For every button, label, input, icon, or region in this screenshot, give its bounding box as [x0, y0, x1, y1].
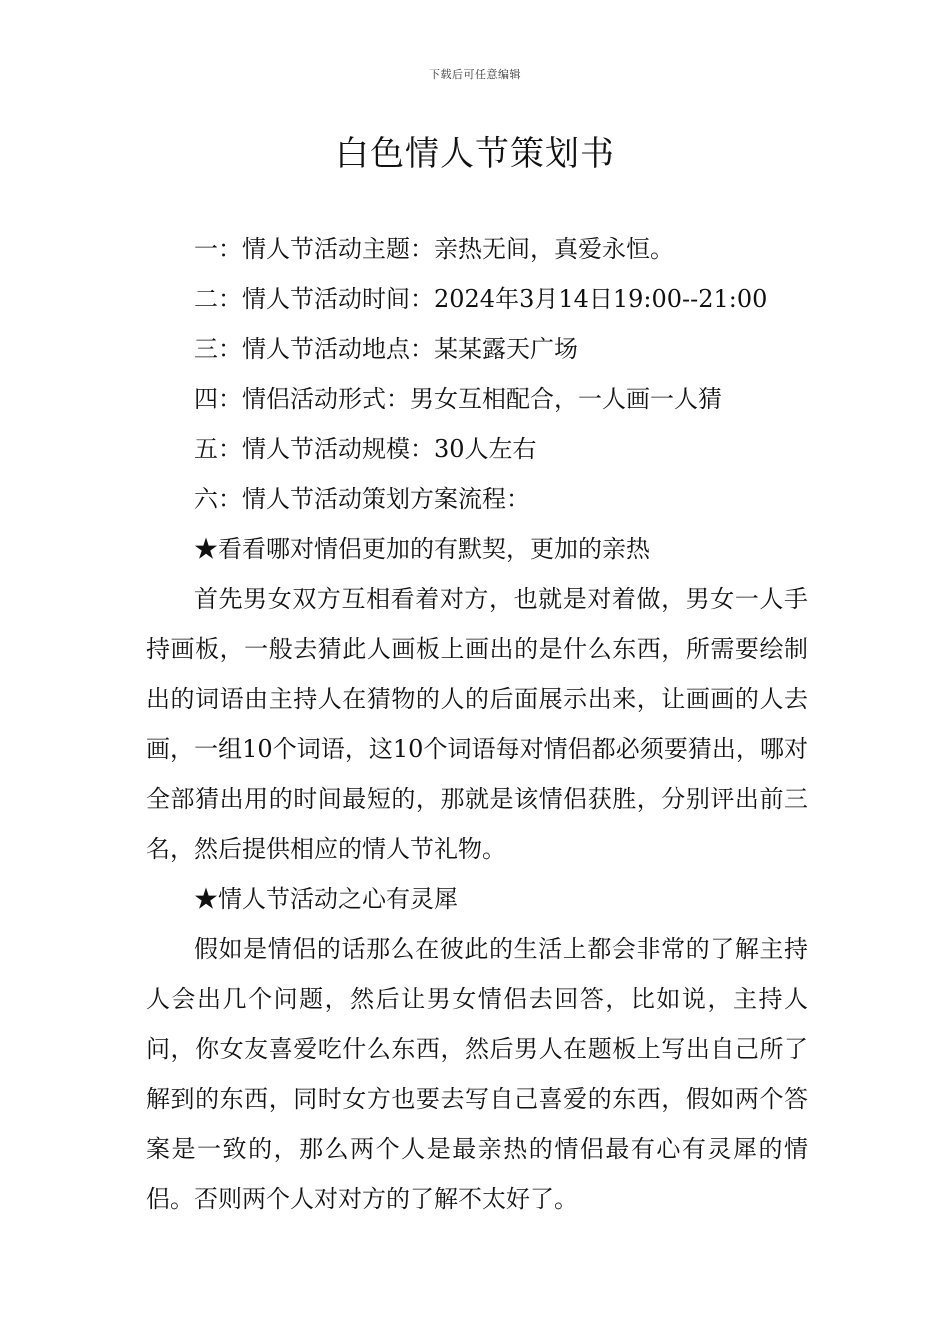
item-theme: 一：情人节活动主题：亲热无间，真爱永恒。 [194, 235, 674, 263]
section1-heading: ★看看哪对情侣更加的有默契，更加的亲热 [194, 535, 650, 563]
item-process: 六：情人节活动策划方案流程： [194, 485, 530, 513]
page-title: 白色情人节策划书 [335, 134, 615, 174]
section1-body: 首先男女双方互相看着对方，也就是对着做，男女一人手持画板，一般去猜此人画板上画出的是什么东西，所需要绘制出的词语由主持人在猜物的人的后面展示出来，让画画的人去画，一组10个词语，这10个词语每对情侣都必须要猜出，哪对全部猜出用的时间最短的，那就是该情侣获胜，分别评出前三名，然后提供相应的情人节礼物。 [146, 585, 808, 863]
item-format: 四：情侣活动形式：男女互相配合，一人画一人猜 [194, 385, 722, 413]
header-note: 下载后可任意编辑 [429, 68, 521, 81]
section2-body: 假如是情侣的话那么在彼此的生活上都会非常的了解主持人会出几个问题，然后让男女情侣去回答，比如说，主持人问，你女友喜爱吃什么东西，然后男人在题板上写出自己所了解到的东西，同时女方也要去写自己喜爱的东西，假如两个答案是一致的，那么两个人是最亲热的情侣最有心有灵犀的情侣。否则两个人对对方的了解不太好了。 [146, 935, 808, 1213]
item-scale: 五：情人节活动规模：30人左右 [194, 435, 537, 463]
item-time: 二：情人节活动时间：2024年3月14日19:00--21:00 [194, 285, 768, 313]
section2-heading: ★情人节活动之心有灵犀 [194, 885, 458, 913]
item-location: 三：情人节活动地点：某某露天广场 [194, 335, 578, 363]
document-body [146, 224, 808, 1224]
